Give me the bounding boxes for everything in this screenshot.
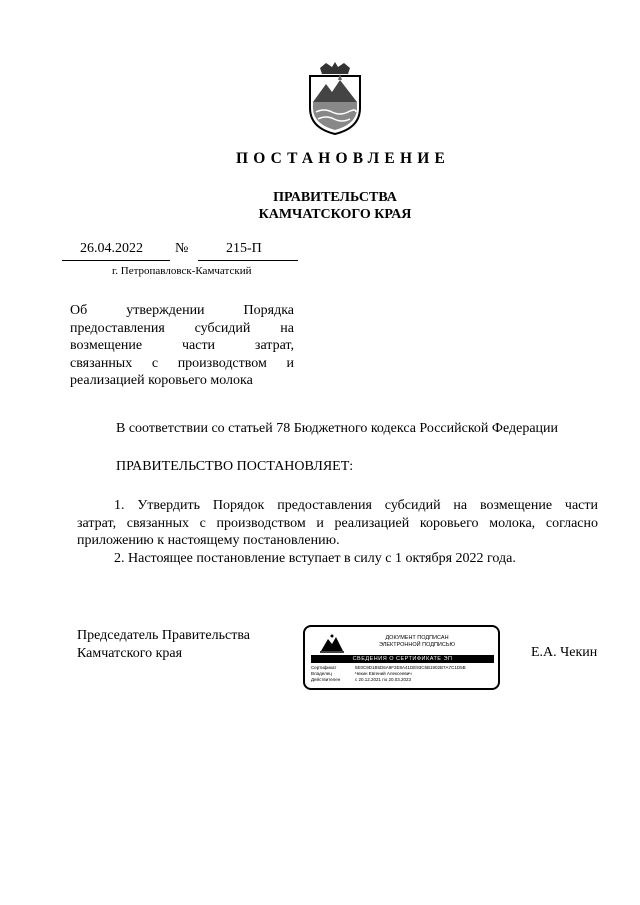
resolution-items [77, 497, 598, 567]
document-date: 26.04.2022 [80, 241, 143, 256]
number-sign: № [175, 241, 189, 256]
issuer-line-2: КАМЧАТСКОГО КРАЯ [258, 207, 412, 222]
certificate-label: Сертификат [311, 665, 337, 670]
legal-basis-paragraph: В соответствии со статьей 78 Бюджетного кодекса Российской Федерации [116, 421, 559, 436]
subject-line: связанных с производством и [70, 355, 294, 371]
owner-label: Владелец [311, 671, 332, 676]
item-2: 2. Настоящее постановление вступает в силу с 1 октября 2022 года. [114, 550, 516, 566]
coat-of-arms-emblem [304, 62, 366, 136]
document-subject [70, 302, 294, 390]
document-number: 215-П [226, 241, 262, 256]
validity-label: Действителен [311, 677, 341, 682]
stamp-header-line: ЭЛЕКТРОННОЙ ПОДПИСЬЮ [378, 642, 456, 648]
stamp-emblem-icon [319, 633, 345, 653]
electronic-signature-stamp [303, 625, 500, 690]
item-1-line: приложению к настоящему постановлению. [77, 533, 340, 548]
subject-line: реализацией коровьего молока [70, 373, 253, 388]
date-underline [62, 260, 170, 261]
signatory-name: Е.А. Чекин [531, 645, 598, 660]
stamp-header [357, 635, 477, 649]
subject-line: возмещение части затрат, [70, 338, 294, 353]
position-line: Председатель Правительства [77, 628, 250, 643]
subject-line: предоставления субсидий на [70, 320, 294, 336]
validity-value: с 20.12.2021 по 20.03.2023 [355, 677, 411, 682]
issuer-line-1: ПРАВИТЕЛЬСТВА [273, 190, 397, 205]
certificate-info-bar: СВЕДЕНИЯ О СЕРТИФИКАТЕ ЭП [311, 655, 494, 663]
item-1-line: затрат, связанных с производством и реализацией коровьего молока, согласно [77, 515, 598, 531]
resolution-heading: ПРАВИТЕЛЬСТВО ПОСТАНОВЛЯЕТ: [116, 459, 354, 474]
subject-line: Об утверждении Порядка [70, 303, 294, 318]
owner-value: Чекин Евгений Алексеевич [355, 671, 412, 676]
issue-city: г. Петропавловск-Камчатский [112, 265, 252, 277]
validity-row [311, 677, 411, 683]
item-1-line: 1. Утвердить Порядок предоставления субсидий на возмещение части [114, 498, 598, 513]
certificate-value: 5E0C9D1B5D6A9F2E8A41DE93C5B1902B7A7C1D5B [355, 665, 466, 670]
stamp-header-line: ДОКУМЕНТ ПОДПИСАН [385, 635, 449, 641]
position-line: Камчатского края [77, 646, 183, 661]
signatory-position [77, 627, 250, 663]
number-underline [198, 260, 298, 261]
document-title: ПОСТАНОВЛЕНИЕ [235, 150, 451, 167]
